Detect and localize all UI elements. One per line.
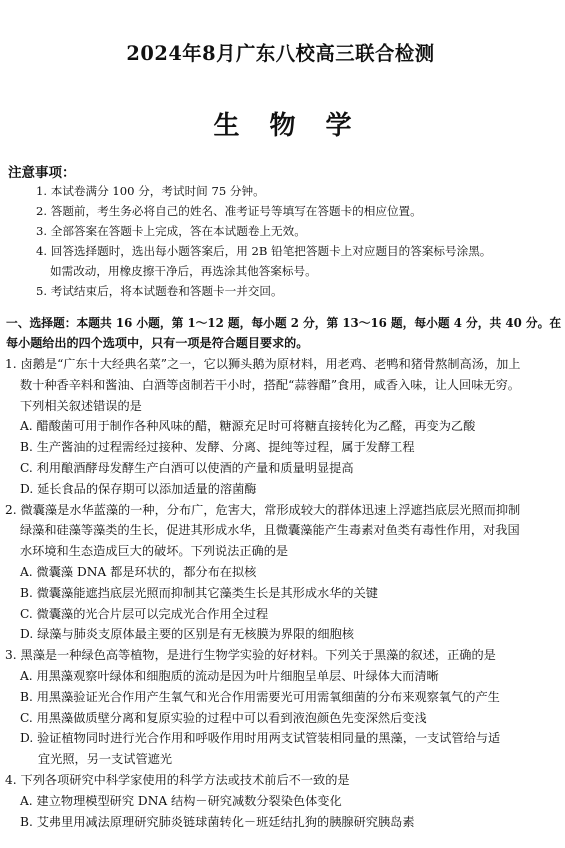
notice-item: 3. 全部答案在答题卡上完成，答在本试题卷上无效。 — [36, 224, 306, 238]
answer-option: D. 延长食品的保存期可以添加适量的溶菌酶 — [20, 481, 257, 496]
section-line: 一、选择题：本题共 16 小题，第 1～12 题，每小题 2 分，第 13～16 题，每小题 4 分，共 40 分。在 — [6, 316, 562, 330]
notice-list — [36, 181, 558, 301]
answer-option: C. 利用酿酒酵母发酵生产白酒可以使酒的产量和质量明显提高 — [20, 460, 354, 475]
notice-item: 2. 答题前，考生务必将自己的姓名、准考证号等填写在答题卡的相应位置。 — [36, 204, 422, 218]
answer-option: A. 醋酸菌可用于制作各种风味的醋，糖源充足时可将糖直接转化为乙醛，再变为乙酸 — [20, 419, 476, 434]
answer-option: B. 艾弗里用减法原理研究肺炎链球菌转化－班廷结扎狗的胰腺研究胰岛素 — [20, 814, 415, 829]
question-stem-line: 2. 微囊藻是水华蓝藻的一种，分布广，危害大，常形成较大的群体迅速上浮遮挡底层光照而抑制 — [5, 502, 521, 517]
question-1 — [5, 354, 560, 500]
question-3 — [5, 645, 560, 770]
exam-title: 2024年8月广东八校高三联合检测 — [126, 42, 435, 65]
answer-option: A. 用黑藻观察叶绿体和细胞质的流动是因为叶片细胞呈单层、叶绿体大而清晰 — [20, 668, 439, 683]
question-stem-line: 数十种香辛料和酱油、白酒等卤制若干小时，搭配“蒜蓉醋”食用，咸香入味，让人回味无穷。 — [20, 377, 520, 392]
question-stem-line: 下列相关叙述错误的是 — [20, 398, 142, 413]
question-stem-line: 水环境和生态造成巨大的破坏。下列说法正确的是 — [20, 544, 289, 559]
notice-item: 1. 本试卷满分 100 分，考试时间 75 分钟。 — [36, 184, 265, 198]
question-stem-line: 1. 卤鹅是“广东十大经典名菜”之一，它以狮头鹅为原材料，用老鸡、老鸭和猪骨熬制高汤，加上 — [5, 357, 521, 371]
answer-option: A. 建立物理模型研究 DNA 结构－研究减数分裂染色体变化 — [20, 793, 342, 808]
answer-option: C. 微囊藻的光合片层可以完成光合作用全过程 — [20, 606, 269, 621]
answer-option: D. 验证植物同时进行光合作用和呼吸作用时用两支试管装相同量的黑藻，一支试管给与适 — [20, 731, 501, 746]
question-stem-line: 绿藻和硅藻等藻类的生长，促进其形成水华，且微囊藻能产生毒素对鱼类有毒性作用，对我国 — [20, 523, 520, 538]
subject-title: 生物学 — [213, 111, 382, 141]
question-stem-line: 4. 下列各项研究中科学家使用的科学方法或技术前后不一致的是 — [5, 772, 350, 787]
question-4 — [5, 770, 560, 832]
notice-item: 4. 回答选择题时，选出每小题答案后，用 2B 铅笔把答题卡上对应题目的答案标号涂黑。 — [36, 244, 492, 258]
section-line: 每小题给出的四个选项中，只有一项是符合题目要求的。 — [6, 336, 309, 350]
notice-item-continuation: 如需改动，用橡皮擦干净后，再选涂其他答案标号。 — [50, 264, 317, 278]
answer-option: D. 绿藻与肺炎支原体最主要的区别是有无核膜为界限的细胞核 — [20, 627, 354, 642]
question-stem-line: 3. 黑藻是一种绿色高等植物，是进行生物学实验的好材料。下列关于黑藻的叙述，正确的是 — [5, 648, 496, 663]
question-2 — [5, 500, 560, 646]
answer-option: B. 微囊藻能遮挡底层光照而抑制其它藻类生长是其形成水华的关键 — [20, 585, 378, 600]
answer-option: B. 生产酱油的过程需经过接种、发酵、分离、提纯等过程，属于发酵工程 — [20, 440, 415, 455]
answer-option: C. 用黑藻做质壁分离和复原实验的过程中可以看到液泡颜色先变深然后变浅 — [20, 710, 427, 725]
question-list — [5, 354, 560, 832]
notice-heading: 注意事项： — [8, 165, 76, 181]
section-instructions — [6, 313, 562, 353]
answer-option: A. 微囊藻 DNA 都是环状的，都分布在拟核 — [20, 564, 257, 579]
answer-option-continuation: 宜光照，另一支试管遮光 — [38, 752, 173, 767]
notice-item: 5. 考试结束后，将本试题卷和答题卡一并交回。 — [36, 284, 283, 298]
answer-option: B. 用黑藻验证光合作用产生氧气和光合作用需要光可用需氧细菌的分布来观察氧气的产生 — [20, 689, 500, 704]
